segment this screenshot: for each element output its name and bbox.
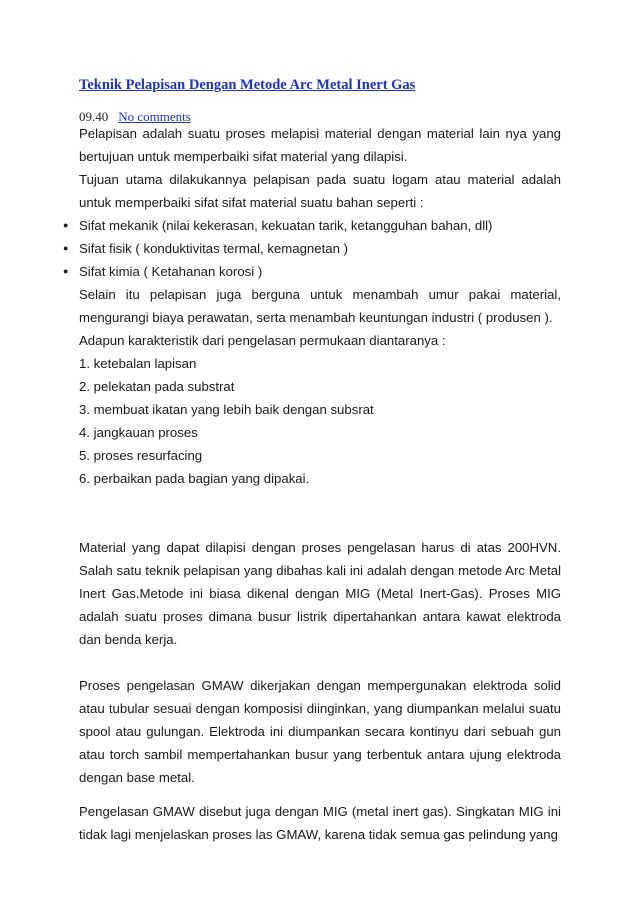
list-item: ● Sifat mekanik (nilai kekerasan, kekuatan tarik, ketangguhan bahan, dll) xyxy=(63,214,561,237)
paragraph-main-3: Pengelasan GMAW disebut juga dengan MIG (metal inert gas). Singkatan MIG ini tidak lagi menjelaskan proses las GMAW, karena tidak semua gas pelindung yang xyxy=(79,804,561,842)
list-item: 3. membuat ikatan yang lebih baik dengan subsrat xyxy=(79,402,374,417)
paragraph-mid-1: Selain itu pelapisan juga berguna untuk menambah umur pakai material, mengurangi biaya perawatan, serta menambah keuntungan industri ( produsen ). xyxy=(79,287,561,325)
comments-link[interactable]: No comments xyxy=(118,109,191,124)
list-item: 2. pelekatan pada substrat xyxy=(79,379,235,394)
spacer xyxy=(79,651,561,674)
paragraph-main-2: Proses pengelasan GMAW dikerjakan dengan mempergunakan elektroda solid atau tubular sesuai dengan komposisi diinginkan, yang diumpankan melalui suatu spool atau gulungan. Elektroda ini diumpankan secara kontinyu dari sebuah gun atau torch sambil mempertahankan busur yang terbentuk antara ujung elektroda dengan base metal. xyxy=(79,678,561,785)
post-time: 09.40 xyxy=(79,109,109,124)
paragraph-intro-2: Tujuan utama dilakukannya pelapisan pada suatu logam atau material adalah untuk memperbaiki sifat sifat material suatu bahan seperti : xyxy=(79,172,561,210)
characteristics-list xyxy=(79,352,561,490)
list-item: ● Sifat kimia ( Ketahanan korosi ) xyxy=(63,260,561,283)
list-item: ● Sifat fisik ( konduktivitas termal, kemagnetan ) xyxy=(63,237,561,260)
list-item: 1. ketebalan lapisan xyxy=(79,356,197,371)
list-item: 5. proses resurfacing xyxy=(79,448,203,463)
list-item: 4. jangkauan proses xyxy=(79,425,198,440)
paragraph-mid-2: Adapun karakteristik dari pengelasan permukaan diantaranya : xyxy=(79,333,446,348)
spacer xyxy=(79,789,561,800)
post-body xyxy=(79,122,561,846)
post-title-link[interactable]: Teknik Pelapisan Dengan Metode Arc Metal Inert Gas xyxy=(79,77,416,93)
spacer xyxy=(79,490,561,536)
list-item: 6. perbaikan pada bagian yang dipakai. xyxy=(79,471,310,486)
paragraph-intro-1: Pelapisan adalah suatu proses melapisi material dengan material lain nya yang bertujuan untuk memperbaiki sifat material yang dilapisi. xyxy=(79,126,561,164)
properties-list xyxy=(79,214,561,283)
paragraph-main-1: Material yang dapat dilapisi dengan proses pengelasan harus di atas 200HVN. Salah satu teknik pelapisan yang dibahas kali ini adalah dengan metode Arc Metal Inert Gas.Metode ini biasa dikenal dengan MIG (Metal Inert-Gas). Proses MIG adalah suatu proses dimana busur listrik dipertahankan antara kawat elektroda dan benda kerja. xyxy=(79,540,561,647)
